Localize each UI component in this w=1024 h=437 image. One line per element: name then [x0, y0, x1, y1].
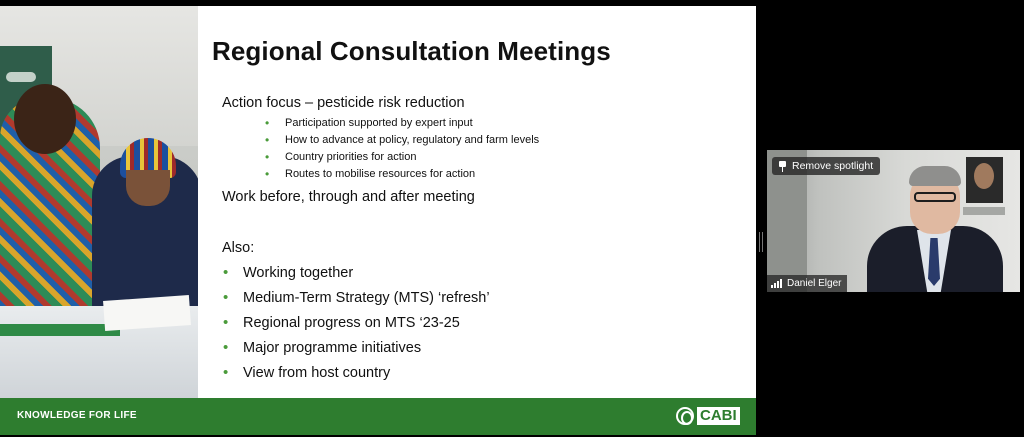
- participant-name: Daniel Elger: [787, 278, 842, 289]
- shared-slide: [0, 6, 756, 435]
- bullet-icon: •: [223, 339, 229, 356]
- cabi-logo: [676, 406, 740, 426]
- bullet-icon: •: [223, 314, 229, 331]
- action-item: • How to advance at policy, regulatory and farm levels: [265, 133, 540, 147]
- also-item: • Working together: [223, 264, 354, 281]
- slide-photo: [0, 6, 198, 398]
- resize-handle[interactable]: [759, 232, 763, 252]
- bullet-icon: •: [265, 167, 270, 181]
- remove-spotlight-label: Remove spotlight: [792, 160, 874, 172]
- pin-icon: [778, 161, 787, 172]
- signal-strength-icon: [771, 279, 782, 288]
- remove-spotlight-button[interactable]: [772, 157, 880, 175]
- footer-tagline: KNOWLEDGE FOR LIFE: [17, 410, 137, 421]
- work-line: Work before, through and after meeting: [222, 189, 475, 205]
- cabi-logo-text: CABI: [697, 407, 740, 425]
- participant-name-tag: [767, 275, 847, 292]
- action-item: • Participation supported by expert input: [265, 116, 473, 130]
- participant-video[interactable]: [767, 150, 1020, 292]
- bullet-icon: •: [265, 116, 270, 130]
- bullet-icon: •: [265, 133, 270, 147]
- also-item: • Major programme initiatives: [223, 339, 422, 356]
- bullet-icon: •: [223, 364, 229, 381]
- action-item: • Country priorities for action: [265, 150, 417, 164]
- also-item: • Medium-Term Strategy (MTS) ‘refresh’: [223, 289, 490, 306]
- action-focus-heading: Action focus – pesticide risk reduction: [222, 95, 465, 111]
- also-heading: Also:: [222, 240, 255, 256]
- also-item: • View from host country: [223, 364, 391, 381]
- also-item: • Regional progress on MTS ‘23-25: [223, 314, 460, 331]
- action-item: • Routes to mobilise resources for action: [265, 167, 476, 181]
- bullet-icon: •: [265, 150, 270, 164]
- slide-content: [212, 36, 742, 67]
- bullet-icon: •: [223, 264, 229, 281]
- cabi-logo-icon: [676, 407, 694, 425]
- slide-title: Regional Consultation Meetings: [212, 36, 611, 66]
- bullet-icon: •: [223, 289, 229, 306]
- slide-footer: [0, 398, 756, 435]
